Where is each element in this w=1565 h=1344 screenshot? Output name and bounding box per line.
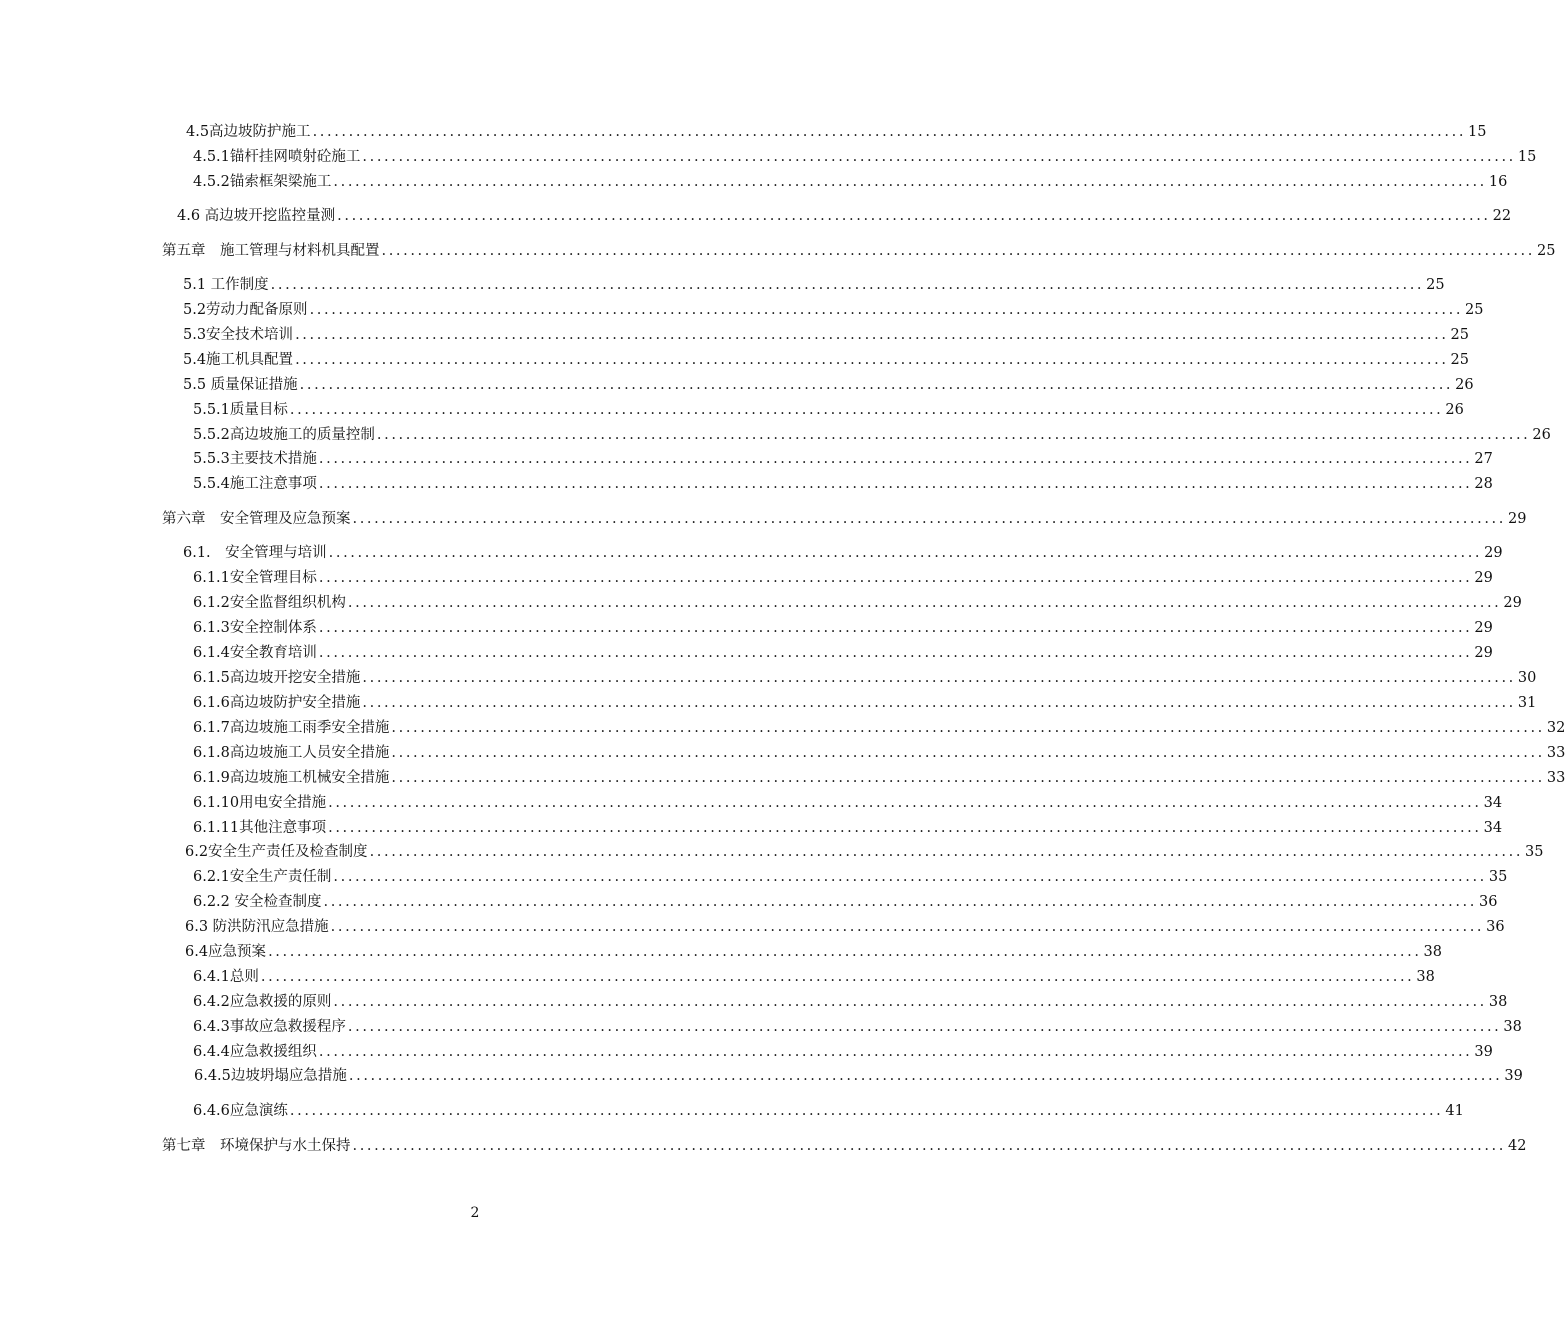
- toc-entry-page: 26: [1455, 377, 1474, 393]
- toc-dot-leader: ................................................................................................................................................................: [328, 820, 1482, 836]
- toc-entry-page: 26: [1445, 402, 1464, 418]
- toc-dot-leader: ................................................................................................................................................................: [295, 352, 1449, 368]
- toc-entry-page: 25: [1465, 302, 1484, 318]
- toc-dot-leader: ................................................................................................................................................................: [352, 511, 1506, 527]
- toc-entry-page: 38: [1503, 1019, 1522, 1035]
- toc-entry-page: 15: [1517, 149, 1537, 165]
- toc-entry-title: 6.1.10用电安全措施: [193, 795, 327, 811]
- toc-entry-page: 41: [1445, 1103, 1464, 1119]
- toc-entry-title: 6.1.1安全管理目标: [193, 570, 317, 586]
- toc-entry-page: 35: [1488, 869, 1508, 885]
- toc-dot-leader: ................................................................................................................................................................: [323, 894, 1477, 910]
- toc-dot-leader: ................................................................................................................................................................: [381, 243, 1535, 259]
- toc-entry-title: 第七章 环境保护与水土保持: [162, 1138, 351, 1154]
- toc-entry[interactable]: [193, 818, 1503, 838]
- toc-entry[interactable]: [193, 693, 1537, 713]
- toc-entry-page: 30: [1517, 670, 1537, 686]
- toc-entry[interactable]: [193, 568, 1493, 588]
- toc-entry[interactable]: [193, 643, 1493, 663]
- toc-entry-page: 35: [1525, 844, 1544, 860]
- toc-entry[interactable]: [186, 122, 1487, 142]
- toc-entry[interactable]: [193, 992, 1508, 1012]
- toc-entry-title: 6.4.5边坡坍塌应急措施: [194, 1068, 347, 1084]
- toc-entry-title: 第六章 安全管理及应急预案: [162, 511, 351, 527]
- toc-entry[interactable]: [193, 793, 1503, 813]
- toc-entry[interactable]: [193, 425, 1551, 445]
- toc-entry[interactable]: [193, 668, 1537, 688]
- toc-dot-leader: ................................................................................................................................................................: [391, 770, 1545, 786]
- toc-dot-leader: ................................................................................................................................................................: [295, 327, 1449, 343]
- toc-entry[interactable]: [193, 1101, 1464, 1121]
- toc-entry-page: 31: [1517, 695, 1537, 711]
- toc-dot-leader: ................................................................................................................................................................: [337, 208, 1491, 224]
- toc-entry-title: 5.3安全技术培训: [183, 327, 294, 343]
- toc-entry[interactable]: [193, 743, 1565, 763]
- toc-entry-title: 6.4.2应急救援的原则: [193, 994, 332, 1010]
- toc-dot-leader: ................................................................................................................................................................: [330, 919, 1485, 935]
- toc-entry-page: 29: [1507, 511, 1527, 527]
- toc-entry-title: 6.4应急预案: [185, 944, 267, 960]
- toc-entry-page: 25: [1450, 352, 1469, 368]
- toc-dot-leader: ................................................................................................................................................................: [312, 124, 1467, 140]
- toc-dot-leader: ................................................................................................................................................................: [352, 1138, 1506, 1154]
- toc-entry-title: 5.5 质量保证措施: [183, 377, 298, 393]
- toc-dot-leader: ................................................................................................................................................................: [376, 427, 1531, 443]
- toc-entry-page: 29: [1474, 620, 1493, 636]
- toc-entry-page: 33: [1546, 770, 1565, 786]
- toc-entry-title: 4.5高边坡防护施工: [186, 124, 311, 140]
- toc-entry-page: 26: [1532, 427, 1551, 443]
- toc-entry[interactable]: [193, 892, 1498, 912]
- toc-entry[interactable]: [162, 1136, 1527, 1156]
- toc-entry-title: 6.1.4安全教育培训: [193, 645, 317, 661]
- toc-entry-page: 34: [1483, 820, 1503, 836]
- toc-entry[interactable]: [193, 867, 1508, 887]
- toc-dot-leader: ................................................................................................................................................................: [348, 1068, 1503, 1084]
- toc-entry-title: 4.5.2锚索框架梁施工: [193, 174, 332, 190]
- toc-entry-title: 6.1. 安全管理与培训: [183, 545, 327, 561]
- toc-entry-page: 39: [1474, 1044, 1493, 1060]
- toc-entry-title: 6.2安全生产责任及检查制度: [185, 844, 368, 860]
- toc-entry[interactable]: [185, 917, 1505, 937]
- toc-dot-leader: ................................................................................................................................................................: [289, 402, 1444, 418]
- toc-entry-title: 5.4施工机具配置: [183, 352, 294, 368]
- toc-entry-title: 4.5.1锚杆挂网喷射砼施工: [193, 149, 361, 165]
- toc-entry-title: 5.1 工作制度: [183, 277, 269, 293]
- toc-entry[interactable]: [183, 275, 1445, 295]
- toc-entry[interactable]: [177, 206, 1512, 226]
- toc-dot-leader: ................................................................................................................................................................: [318, 1044, 1473, 1060]
- toc-entry[interactable]: [193, 718, 1565, 738]
- toc-entry[interactable]: [162, 509, 1527, 529]
- toc-entry-page: 25: [1426, 277, 1445, 293]
- toc-dot-leader: ................................................................................................................................................................: [328, 795, 1482, 811]
- toc-entry-title: 6.1.7高边坡施工雨季安全措施: [193, 720, 390, 736]
- toc-dot-leader: ................................................................................................................................................................: [318, 570, 1473, 586]
- toc-entry[interactable]: [194, 1066, 1523, 1086]
- toc-entry-title: 5.5.2高边坡施工的质量控制: [193, 427, 375, 443]
- toc-entry[interactable]: [193, 147, 1537, 167]
- toc-entry[interactable]: [193, 449, 1493, 469]
- toc-entry-page: 38: [1416, 969, 1435, 985]
- toc-entry[interactable]: [193, 593, 1522, 613]
- toc-entry-page: 15: [1468, 124, 1487, 140]
- toc-dot-leader: ................................................................................................................................................................: [270, 277, 1425, 293]
- toc-entry-title: 5.5.4施工注意事项: [193, 476, 317, 492]
- toc-entry[interactable]: [183, 325, 1469, 345]
- toc-entry-title: 6.4.3事故应急救援程序: [193, 1019, 346, 1035]
- toc-entry-title: 6.2.2 安全检查制度: [193, 894, 322, 910]
- toc-entry[interactable]: [185, 842, 1544, 862]
- toc-entry-page: 42: [1507, 1138, 1527, 1154]
- toc-entry-title: 5.5.3主要技术措施: [193, 451, 317, 467]
- toc-dot-leader: ................................................................................................................................................................: [318, 645, 1473, 661]
- toc-dot-leader: ................................................................................................................................................................: [309, 302, 1464, 318]
- toc-entry-page: 16: [1488, 174, 1508, 190]
- toc-entry-page: 39: [1504, 1068, 1523, 1084]
- toc-dot-leader: ................................................................................................................................................................: [328, 545, 1483, 561]
- toc-entry[interactable]: [183, 375, 1474, 395]
- toc-entry-title: 6.1.8高边坡施工人员安全措施: [193, 745, 390, 761]
- toc-entry-title: 6.2.1安全生产责任制: [193, 869, 332, 885]
- toc-entry-page: 36: [1478, 894, 1498, 910]
- page-number: 2: [470, 1205, 480, 1221]
- toc-entry-title: 6.4.1总则: [193, 969, 259, 985]
- toc-entry-title: 6.4.6应急演练: [193, 1103, 288, 1119]
- toc-entry-title: 6.3 防洪防汛应急措施: [185, 919, 329, 935]
- toc-dot-leader: ................................................................................................................................................................: [299, 377, 1454, 393]
- toc-entry[interactable]: [193, 1042, 1493, 1062]
- toc-dot-leader: ................................................................................................................................................................: [318, 451, 1473, 467]
- toc-entry-page: 38: [1488, 994, 1508, 1010]
- toc-entry[interactable]: [193, 172, 1508, 192]
- toc-dot-leader: ................................................................................................................................................................: [260, 969, 1415, 985]
- toc-entry-page: 29: [1474, 645, 1493, 661]
- toc-dot-leader: ................................................................................................................................................................: [333, 869, 1487, 885]
- toc-dot-leader: ................................................................................................................................................................: [333, 994, 1487, 1010]
- toc-dot-leader: ................................................................................................................................................................: [333, 174, 1487, 190]
- toc-entry[interactable]: [183, 350, 1469, 370]
- toc-entry-title: 5.2劳动力配备原则: [183, 302, 308, 318]
- toc-entry-title: 6.1.5高边坡开挖安全措施: [193, 670, 361, 686]
- toc-dot-leader: ................................................................................................................................................................: [391, 745, 1545, 761]
- toc-dot-leader: ................................................................................................................................................................: [391, 720, 1545, 736]
- toc-entry-page: 25: [1450, 327, 1469, 343]
- toc-dot-leader: ................................................................................................................................................................: [362, 670, 1516, 686]
- toc-entry-title: 6.1.3安全控制体系: [193, 620, 317, 636]
- toc-entry-page: 33: [1546, 745, 1565, 761]
- toc-entry-title: 5.5.1质量目标: [193, 402, 288, 418]
- toc-dot-leader: ................................................................................................................................................................: [362, 695, 1516, 711]
- toc-entry-page: 25: [1536, 243, 1556, 259]
- toc-entry[interactable]: [185, 942, 1442, 962]
- toc-dot-leader: ................................................................................................................................................................: [268, 944, 1422, 960]
- toc-entry[interactable]: [193, 1017, 1522, 1037]
- toc-entry[interactable]: [183, 300, 1484, 320]
- toc-entry[interactable]: [193, 967, 1435, 987]
- toc-dot-leader: ................................................................................................................................................................: [318, 476, 1473, 492]
- toc-dot-leader: ................................................................................................................................................................: [318, 620, 1473, 636]
- toc-entry-page: 29: [1503, 595, 1522, 611]
- toc-entry[interactable]: [193, 768, 1565, 788]
- toc-entry-page: 38: [1423, 944, 1442, 960]
- toc-entry-title: 4.6 高边坡开挖监控量测: [177, 208, 336, 224]
- toc-entry-title: 6.1.6高边坡防护安全措施: [193, 695, 361, 711]
- toc-entry[interactable]: [193, 618, 1493, 638]
- toc-dot-leader: ................................................................................................................................................................: [347, 595, 1502, 611]
- toc-dot-leader: ................................................................................................................................................................: [362, 149, 1516, 165]
- toc-entry-page: 28: [1474, 476, 1493, 492]
- toc-entry-title: 6.1.2安全监督组织机构: [193, 595, 346, 611]
- toc-entry-title: 6.1.9高边坡施工机械安全措施: [193, 770, 390, 786]
- toc-entry[interactable]: [162, 241, 1556, 261]
- toc-entry-page: 27: [1474, 451, 1493, 467]
- toc-entry[interactable]: [193, 474, 1493, 494]
- toc-entry[interactable]: [193, 400, 1464, 420]
- toc-dot-leader: ................................................................................................................................................................: [369, 844, 1524, 860]
- toc-entry[interactable]: [183, 543, 1503, 563]
- toc-entry-page: 34: [1483, 795, 1503, 811]
- toc-entry-title: 第五章 施工管理与材料机具配置: [162, 243, 380, 259]
- toc-entry-page: 29: [1484, 545, 1503, 561]
- toc-entry-page: 36: [1486, 919, 1505, 935]
- toc-dot-leader: ................................................................................................................................................................: [289, 1103, 1444, 1119]
- toc-entry-page: 32: [1546, 720, 1565, 736]
- toc-dot-leader: ................................................................................................................................................................: [347, 1019, 1502, 1035]
- toc-entry-page: 22: [1492, 208, 1512, 224]
- toc-entry-title: 6.4.4应急救援组织: [193, 1044, 317, 1060]
- toc-entry-page: 29: [1474, 570, 1493, 586]
- toc-entry-title: 6.1.11其他注意事项: [193, 820, 327, 836]
